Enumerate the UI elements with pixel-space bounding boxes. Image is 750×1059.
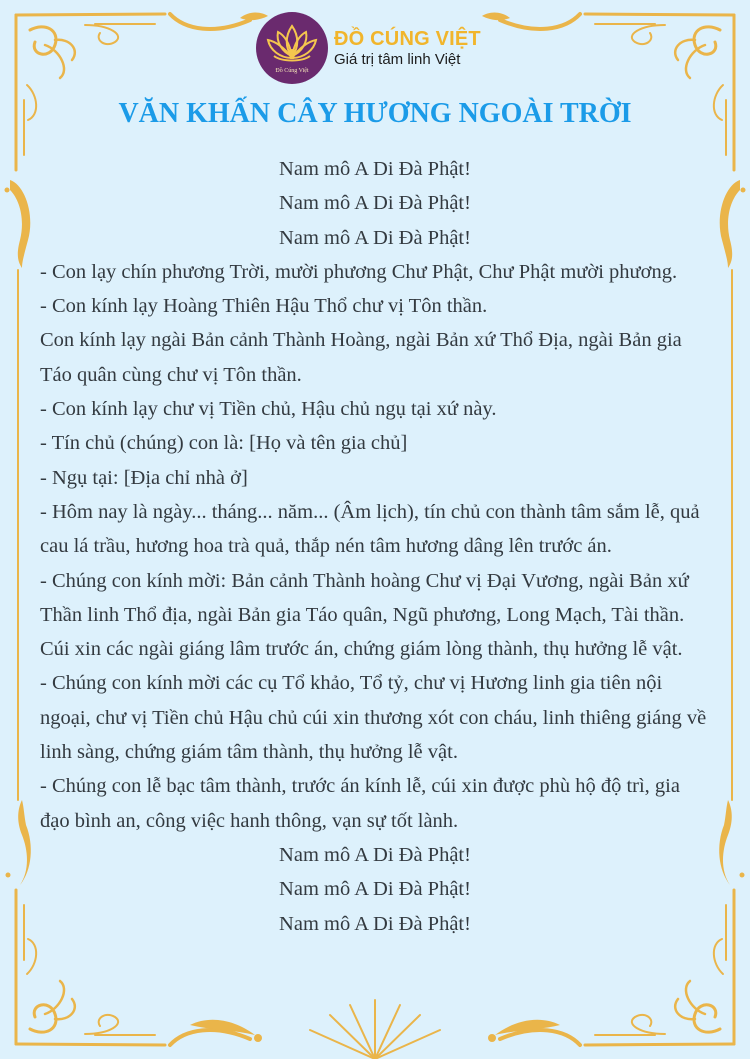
prayer-paragraph: - Con lạy chín phương Trời, mười phương Chư Phật, Chư Phật mười phương. [40,260,678,283]
brand-text [334,28,481,68]
closing-invocation: Nam mô A Di Đà Phật! [279,878,471,901]
prayer-body [40,152,710,941]
prayer-paragraph: - Con kính lạy Hoàng Thiên Hậu Thổ chư vị Tôn thần. [40,295,488,318]
prayer-paragraph: - Chúng con kính mời: Bản cảnh Thành hoàng Chư vị Đại Vương, ngài Bản xứ Thần linh Thổ địa, ngài Bản gia Táo quân, Ngũ phương, Long Mạch, Tài thần. Cúi xin các ngài giáng lâm trước án, chứng giám lòng thành, thụ hưởng lễ vật. [40,569,689,661]
brand-name: ĐỒ CÚNG VIỆT [334,27,481,50]
document-title: VĂN KHẤN CÂY HƯƠNG NGOÀI TRỜI [118,98,632,129]
prayer-paragraph: - Hôm nay là ngày... tháng... năm... (Âm lịch), tín chủ con thành tâm sắm lễ, quả cau lá trầu, hương hoa trà quả, thắp nén tâm hương dâng lên trước án. [40,500,700,558]
brand-tagline: Giá trị tâm linh Việt [334,50,461,68]
prayer-paragraph: - Con kính lạy chư vị Tiền chủ, Hậu chủ ngụ tại xứ này. [40,398,497,421]
opening-invocation: Nam mô A Di Đà Phật! [279,158,471,180]
closing-invocation: Nam mô A Di Đà Phật! [279,912,471,935]
prayer-paragraph: - Chúng con kính mời các cụ Tổ khảo, Tổ tỷ, chư vị Hương linh gia tiên nội ngoại, chư vị Tiền chủ Hậu chủ cúi xin thương xót con cháu, linh thiêng giáng về linh sàng, chứng giám tâm thành, thụ hưởng lễ vật. [40,672,707,764]
prayer-paragraph: - Chúng con lễ bạc tâm thành, trước án kính lễ, cúi xin được phù hộ độ trì, gia đạo bình an, công việc hanh thông, vạn sự tốt lành. [40,775,680,832]
logo-emblem [256,12,328,84]
closing-invocation: Nam mô A Di Đà Phật! [279,843,471,866]
prayer-paragraph: - Ngụ tại: [Địa chỉ nhà ở] [40,466,248,489]
prayer-paragraph: - Tín chủ (chúng) con là: [Họ và tên gia chủ] [40,432,408,455]
opening-invocation: Nam mô A Di Đà Phật! [279,192,471,215]
brand-logo [256,12,481,84]
opening-invocation: Nam mô A Di Đà Phật! [279,226,471,249]
prayer-paragraph: Con kính lạy ngài Bản cảnh Thành Hoàng, ngài Bản xứ Thổ Địa, ngài Bản gia Táo quân cùng chư vị Tôn thần. [40,329,682,386]
logo-caption: Đồ Cúng Việt [275,68,309,74]
